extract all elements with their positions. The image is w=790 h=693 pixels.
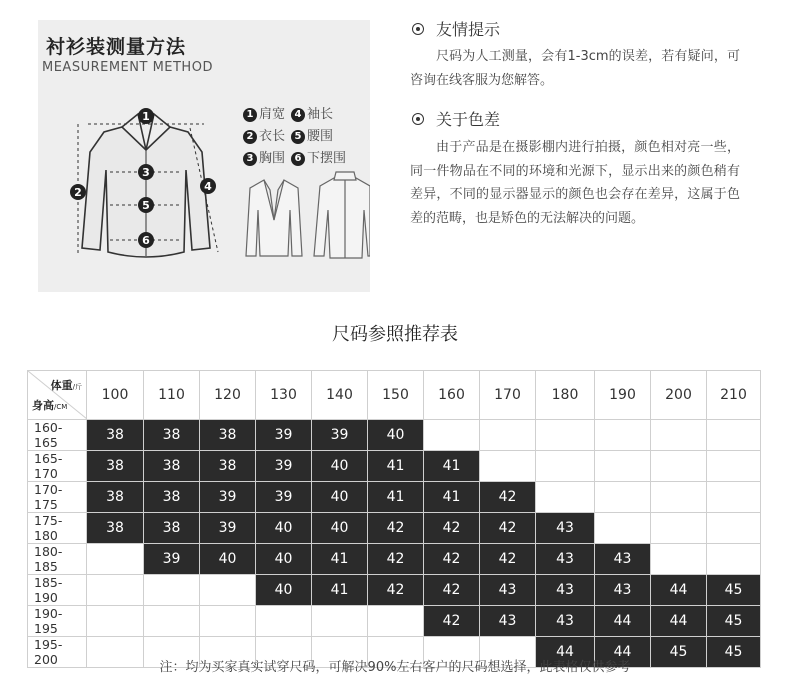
legend-item-shoulder — [243, 104, 285, 126]
number-badge: 3 — [243, 152, 257, 166]
table-row — [28, 544, 761, 575]
size-cell: 44 — [595, 606, 651, 637]
empty-cell — [144, 606, 200, 637]
empty-cell — [536, 482, 595, 513]
size-cell: 43 — [480, 575, 536, 606]
empty-cell — [536, 451, 595, 482]
empty-cell — [87, 606, 144, 637]
size-cell: 38 — [144, 451, 200, 482]
svg-text:4: 4 — [204, 180, 212, 193]
table-corner — [28, 371, 87, 420]
size-cell: 45 — [707, 637, 761, 668]
weight-header-cell: 200 — [651, 371, 707, 420]
table-row — [28, 451, 761, 482]
blazer-icon — [246, 180, 302, 256]
height-cell: 165-170 — [28, 451, 87, 482]
target-icon — [412, 113, 424, 125]
size-cell: 45 — [707, 606, 761, 637]
weight-header-cell: 100 — [87, 371, 144, 420]
size-cell: 38 — [87, 513, 144, 544]
size-cell: 41 — [312, 544, 368, 575]
size-cell: 43 — [536, 513, 595, 544]
size-cell: 44 — [651, 575, 707, 606]
size-cell: 45 — [651, 637, 707, 668]
size-cell: 38 — [87, 451, 144, 482]
height-cell: 160-165 — [28, 420, 87, 451]
size-cell: 42 — [368, 575, 424, 606]
weight-header-cell: 120 — [200, 371, 256, 420]
table-row — [28, 513, 761, 544]
weight-label — [51, 377, 82, 393]
legend-label: 肩宽 — [259, 107, 286, 122]
size-cell: 40 — [312, 482, 368, 513]
empty-cell — [312, 606, 368, 637]
size-cell: 45 — [707, 575, 761, 606]
size-cell: 42 — [480, 544, 536, 575]
size-cell: 43 — [536, 606, 595, 637]
empty-cell — [256, 606, 312, 637]
size-cell: 38 — [87, 420, 144, 451]
empty-cell — [200, 606, 256, 637]
empty-cell — [707, 451, 761, 482]
svg-text:1: 1 — [142, 110, 150, 123]
height-label-text: 身高 — [32, 399, 54, 412]
size-cell: 41 — [424, 482, 480, 513]
size-cell: 44 — [651, 606, 707, 637]
empty-cell — [595, 451, 651, 482]
empty-cell — [424, 420, 480, 451]
empty-cell — [707, 482, 761, 513]
weight-header-cell: 190 — [595, 371, 651, 420]
height-unit: /CM — [54, 403, 68, 411]
number-badge: 4 — [291, 108, 305, 122]
empty-cell — [480, 451, 536, 482]
empty-cell — [144, 575, 200, 606]
legend-label: 袖长 — [307, 107, 334, 122]
size-cell: 40 — [200, 544, 256, 575]
legend-item-waist — [291, 126, 333, 148]
weight-header-cell: 150 — [368, 371, 424, 420]
size-cell: 44 — [595, 637, 651, 668]
footer-note: 注：均为买家真实试穿尺码，可解决90%左右客户的尺码想选择，此表格仅供参考 — [159, 660, 631, 675]
size-cell: 41 — [312, 575, 368, 606]
size-cell: 41 — [368, 482, 424, 513]
size-cell: 43 — [536, 575, 595, 606]
weight-header-cell: 140 — [312, 371, 368, 420]
size-cell: 40 — [312, 451, 368, 482]
legend-item-hem — [291, 148, 346, 170]
table-header-row — [28, 371, 761, 420]
size-cell: 38 — [87, 482, 144, 513]
legend-label: 胸围 — [259, 151, 286, 166]
weight-header-cell: 110 — [144, 371, 200, 420]
size-cell: 41 — [368, 451, 424, 482]
number-badge: 6 — [291, 152, 305, 166]
number-badge: 2 — [243, 130, 257, 144]
table-row — [28, 575, 761, 606]
size-cell: 39 — [200, 513, 256, 544]
number-badge: 5 — [291, 130, 305, 144]
empty-cell — [87, 575, 144, 606]
table-row — [28, 420, 761, 451]
height-cell: 195-200 — [28, 637, 87, 668]
number-badge: 1 — [243, 108, 257, 122]
empty-cell — [707, 544, 761, 575]
weight-header-cell: 160 — [424, 371, 480, 420]
measurement-title: 衬衫装测量方法 — [46, 36, 187, 58]
tip-heading-text: 友情提示 — [436, 20, 501, 39]
height-cell: 170-175 — [28, 482, 87, 513]
height-cell: 175-180 — [28, 513, 87, 544]
size-cell: 38 — [144, 420, 200, 451]
size-cell: 40 — [312, 513, 368, 544]
empty-cell — [707, 513, 761, 544]
table-row — [28, 606, 761, 637]
measurement-legend — [243, 104, 373, 170]
target-icon — [412, 23, 424, 35]
size-cell: 39 — [256, 482, 312, 513]
size-cell: 39 — [200, 482, 256, 513]
size-cell: 38 — [200, 451, 256, 482]
height-label — [32, 397, 67, 413]
legend-row — [243, 104, 373, 126]
size-cell: 42 — [424, 606, 480, 637]
height-cell: 185-190 — [28, 575, 87, 606]
size-cell: 39 — [312, 420, 368, 451]
size-table-title: 尺码参照推荐表 — [332, 324, 458, 345]
size-cell: 38 — [144, 482, 200, 513]
empty-cell — [651, 420, 707, 451]
legend-item-chest — [243, 148, 285, 170]
tip-heading — [412, 17, 500, 40]
color-heading-text: 关于色差 — [436, 110, 501, 129]
empty-cell — [595, 513, 651, 544]
weight-header-cell: 210 — [707, 371, 761, 420]
size-cell: 41 — [424, 451, 480, 482]
height-cell: 180-185 — [28, 544, 87, 575]
size-cell: 40 — [256, 544, 312, 575]
empty-cell — [595, 420, 651, 451]
svg-text:5: 5 — [142, 199, 150, 212]
size-cell: 42 — [368, 544, 424, 575]
legend-row — [243, 126, 373, 148]
weight-unit: /斤 — [72, 383, 82, 391]
empty-cell — [480, 420, 536, 451]
tip-text: 尺码为人工测量，会有1-3cm的误差，若有疑问，可咨询在线客服为您解答。 — [410, 49, 740, 88]
table-row — [28, 482, 761, 513]
measurement-panel — [38, 20, 370, 292]
svg-text:2: 2 — [74, 186, 82, 199]
weight-label-text: 体重 — [50, 379, 73, 392]
size-cell: 40 — [256, 513, 312, 544]
size-cell: 42 — [424, 575, 480, 606]
size-cell: 40 — [256, 575, 312, 606]
svg-text:3: 3 — [142, 166, 150, 179]
empty-cell — [87, 544, 144, 575]
color-text: 由于产品是在摄影棚内进行拍摄，颜色相对亮一些，同一件物品在不同的环境和光源下，显示出来的颜色稍有差异，不同的显示器显示的颜色也会存在差异，这属于色差的范畴，也是矫色的无法解决的问题。 — [410, 140, 740, 226]
empty-cell — [368, 606, 424, 637]
size-cell: 39 — [144, 544, 200, 575]
size-cell: 40 — [368, 420, 424, 451]
color-heading — [412, 107, 500, 130]
empty-cell — [651, 482, 707, 513]
size-cell: 39 — [256, 451, 312, 482]
size-cell: 39 — [256, 420, 312, 451]
size-cell: 44 — [536, 637, 595, 668]
size-cell: 38 — [144, 513, 200, 544]
empty-cell — [651, 544, 707, 575]
svg-text:6: 6 — [142, 234, 150, 247]
measurement-subtitle: MEASUREMENT METHOD — [42, 60, 213, 75]
jacket-icon — [314, 172, 370, 258]
size-cell: 42 — [424, 544, 480, 575]
legend-label: 腰围 — [307, 129, 334, 144]
height-cell: 190-195 — [28, 606, 87, 637]
empty-cell — [200, 575, 256, 606]
weight-header-cell: 180 — [536, 371, 595, 420]
empty-cell — [595, 482, 651, 513]
size-cell: 43 — [536, 544, 595, 575]
size-table — [27, 370, 761, 668]
size-cell: 38 — [200, 420, 256, 451]
size-cell: 43 — [595, 575, 651, 606]
empty-cell — [707, 420, 761, 451]
size-cell: 42 — [368, 513, 424, 544]
size-cell: 42 — [480, 513, 536, 544]
weight-header-cell: 130 — [256, 371, 312, 420]
size-cell: 43 — [595, 544, 651, 575]
legend-row — [243, 148, 373, 170]
legend-label: 衣长 — [259, 129, 286, 144]
size-cell: 42 — [424, 513, 480, 544]
size-cell: 43 — [480, 606, 536, 637]
legend-item-sleeve — [291, 104, 333, 126]
empty-cell — [536, 420, 595, 451]
empty-cell — [651, 451, 707, 482]
size-cell: 42 — [480, 482, 536, 513]
legend-item-length — [243, 126, 285, 148]
legend-label: 下摆围 — [307, 151, 347, 166]
empty-cell — [651, 513, 707, 544]
weight-header-cell: 170 — [480, 371, 536, 420]
